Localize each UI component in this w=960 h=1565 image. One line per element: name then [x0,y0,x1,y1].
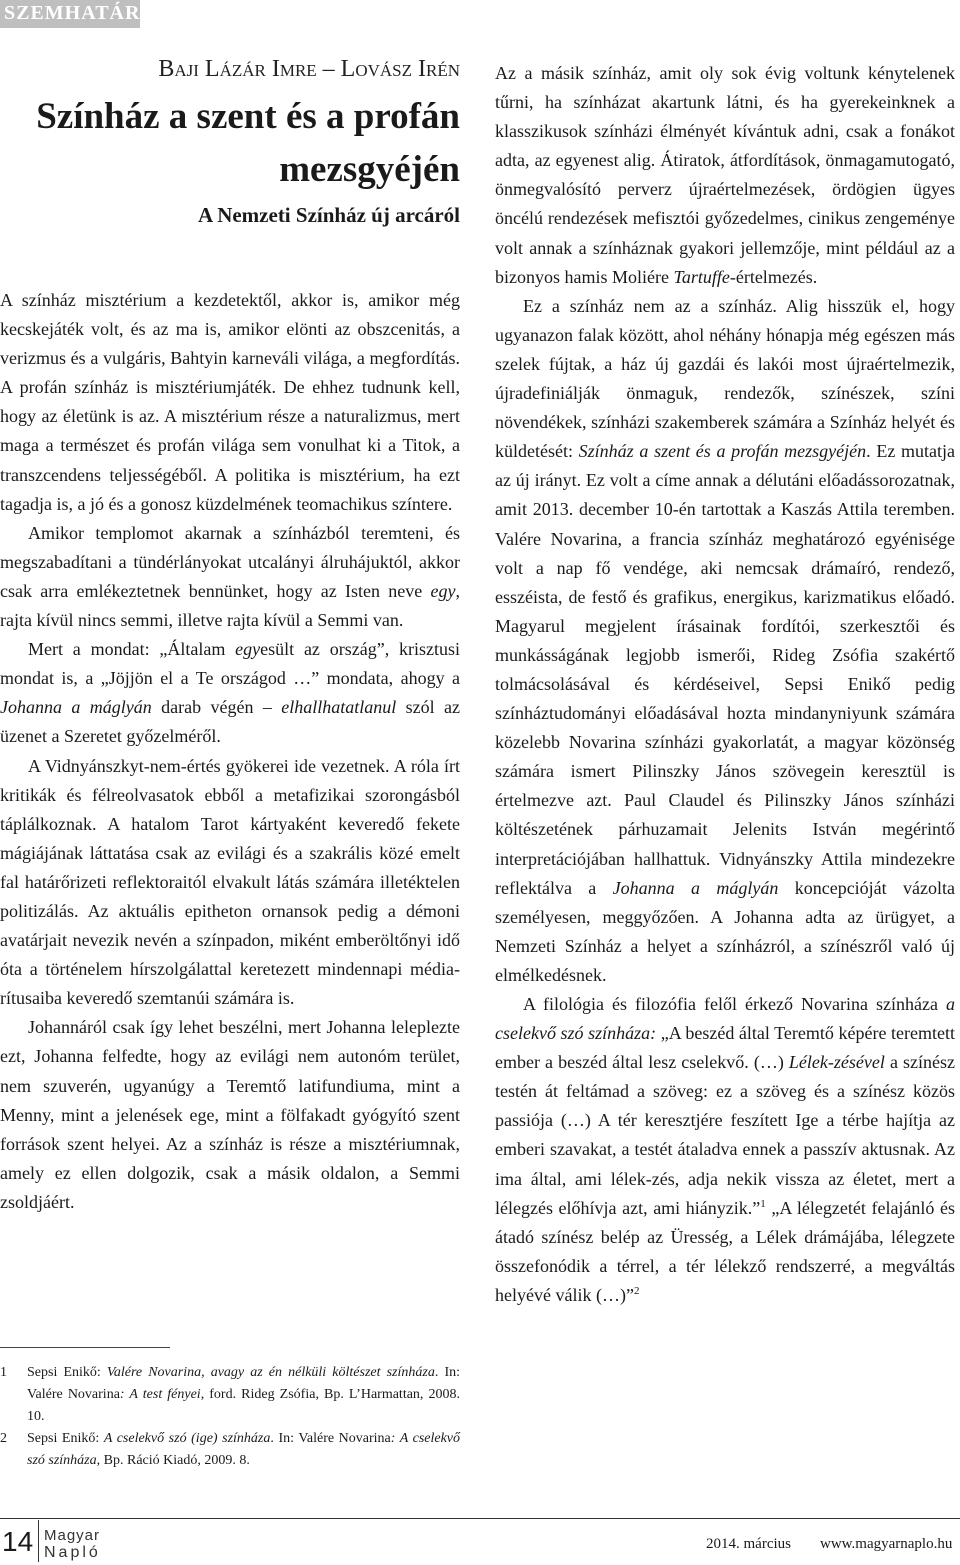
paragraph: A színház misztérium a kezdetektől, akkor is, amikor még kecskejáték volt, és az ma is, amikor elönti az obszcenitás, a verizmus és a vulgáris, Bahtyin karneváli világa, a megfordítás. A profán színház is misztériumjáték. De ehhez tudnunk kell, hogy az életünk is az. A misztérium része a naturalizmus, mert maga a természet és profán világa sem vonulhat ki a Titok, a transzcendens teljességéből. A politika is misztérium, ha ezt tagadja is, a jó és a gonosz küzdelmének teomachikus színtere. [0,290,460,514]
footnote-number: 2 [0,1431,7,1446]
paragraph: Amikor templomot akarnak a színházból teremteni, és megszabadítani a tündérlányokat utcalányi álruhájuktól, akkor csak arra emlékeztetnek bennünket, hogy az Isten neve egy, rajta kívül nincs semmi, illetve rajta kívül a Semmi van. [0,522,460,631]
footnotes [0,1362,460,1472]
paragraph: Johannáról csak így lehet beszélni, mert Johanna leleplezte ezt, Johanna felfedte, hogy az evilági nem autonóm terület, nem szuverén, ugyanúgy a Teremtő latifundiuma, mint a Menny, mint a jelenések ege, mint a fölfakadt gyógyító szent források szent helyei. Az a színház is része a misztériumnak, amely ez ellen dolgozik, csak a másik oldalon, a Semmi zsoldjáért. [0,1017,460,1212]
paragraph: A Vidnyánszkyt-nem-értés gyökerei ide vezetnek. A róla írt kritikák és félreolvasatok ebből a metafizikai szorongásból táplálkoznak. A hatalom Tarot kártyaként keveredő fekete mágiájának láttatása csak az evilági és a szakrális közé emelt fal határőrizeti reflektoraitól elvakult látás számára illetéktelen politizálás. Az aktuális epitheton ornansok pedig a démoni avatárjait nevezik nevén a színpadon, miként emberöltőnyi idő óta a történelem hírszolgálattal keretezett mindennapi média-rítusaiba keveredő szemtanúi számára is. [0,755,460,1009]
issue-date: 2014. március [706,1536,791,1552]
magazine-name-line1: Magyar [44,1527,101,1544]
article-authors: Baji Lázár Imre – Lovász Irén [158,56,460,82]
magazine-name-line2: Napló [44,1544,101,1561]
website-link[interactable]: www.magyarnaplo.hu [820,1536,953,1552]
article-title: Színház a szent és a profán mezsgyéjén [36,96,460,190]
footnote-number: 1 [0,1365,7,1380]
section-rubric [0,0,140,28]
footnote: 2 Sepsi Enikő: A cselekvő szó (ige) színháza. In: Valére Novarina: A cselekvő szó színháza, Bp. Ráció Kiadó, 2009. 8. [0,1428,460,1472]
magazine-logo [44,1527,101,1561]
paragraph: A filológia és filozófia felől érkező Novarina színháza a cselekvő szó színháza: „A beszéd által Teremtő képére teremtett ember a beszéd által lesz cselekvő. (…) Lélek-zésével a színész testén át feltámad a szöveg: ez a szöveg és a színész közös passiója (…) A tér keresztjére feszített Ige a térbe hajítja az emberi szavakat, a testét átaladva ennek a passzív aktusnak. Az ima által, ami lélek-zés, adja nekik vissza az életet, mert a lélegzés előhívja azt, ami hiányzik.”$^1$ „A lélegzetét felajánló és átadó színész belép az Üresség, a Lélek drámájába, lélegzete összefonódik a térrel, a tér lélekző rendszerré, a megváltás helyévé válik (…)”$^2$ [495,994,956,1305]
page-number: 14 [2,1526,34,1557]
article-subtitle: A Nemzeti Színház új arcáról [197,203,460,227]
rubric-label: SZEMHATÁR [4,2,141,24]
paragraph: Az a másik színház, amit oly sok évig voltunk kénytelenek tűrni, ha színházat akartunk látni, és ha gyerekeinknek a klasszikusok színházi élményét kívántuk adni, csak a fonákot adta, az egyenest alig. Átiratok, átfordítások, önmagamutogató, önmegvalósító perverz újraértelmezések, ördögien ügyes öncélú rendezések mefisztói győzedelmes, cinikus zengeménye volt annak a színháznak gyakori jellemzője, mint például az a bizonyos hamis Moliére Tartuffe-értelmezés. [495,63,955,287]
footer-rule [0,1518,960,1519]
paragraph: Ez a színház nem az a színház. Alig hisszük el, hogy ugyanazon falak között, ahol néhány hónapja még egészen más szelek fújtak, a ház új gazdái és lakói most újraértelmezik, újradefiniálják önmaguk, rendezők, színészek, színi növendékek, színházi szakemberek számára a Színház helyét és küldetését: Színház a szent és a profán mezsgyéjén. Ez mutatja az új irányt. Ez volt a címe annak a délutáni előadássorozatnak, amit 2013. december 10-én tartottak a Kaszás Attila teremben. Valére Novarina, a francia színház meghatározó egyénisége volt a nap fő vendége, aki nemcsak drámaíró, rendező, esszéista, de festő és grafikus, energikus, karizmatikus előadó. Magyarul megjelent írásainak fordítói, szerkesztői és munkásságának legjobb ismerői, Rideg Zsófia szakértő tolmácsolásával és kérdéseivel, Sepsi Enikő pedig színháztudományi előadásával hozta mindanyniyunk számára közelebb Novarina színházi gyakorlatát, a magyar közönség számára ismert Pilinszky János szövegein keresztül is értelmezve azt. Paul Claudel és Pilinszky János színházi költészetének párhuzamait Jelenits István megérintő interpretációjában hallhattuk. Vidnyánszky Attila mindezekre reflektálva a Johanna a máglyán koncepcióját vázolta személyesen, meggyőzően. A Johanna adta az ürügyet, a Nemzeti Színház a helyet a színházról, a színészről való új elmélkedésnek. [495,295,956,985]
footnote-ref: 1 [760,1197,766,1210]
footnote-divider [0,1347,170,1348]
paragraph: Mert a mondat: „Általam egyesült az ország”, krisztusi mondat is, a „Jöjjön el a Te országod …” mondata, ahogy a Johanna a máglyán darab végén – elhallhatatlanul szól az üzenet a Szeretet győzelméről. [0,639,460,747]
left-body [0,286,460,1217]
footnote: 1 Sepsi Enikő: Valére Novarina, avagy az én nélküli költészet színháza. In: Valére Novarina: A test fényei, ford. Rideg Zsófia, Bp. L’Harmattan, 2008. 10. [0,1362,460,1428]
right-body [495,59,955,1310]
footer-divider [38,1520,39,1562]
footnote-ref: 2 [633,1284,640,1297]
